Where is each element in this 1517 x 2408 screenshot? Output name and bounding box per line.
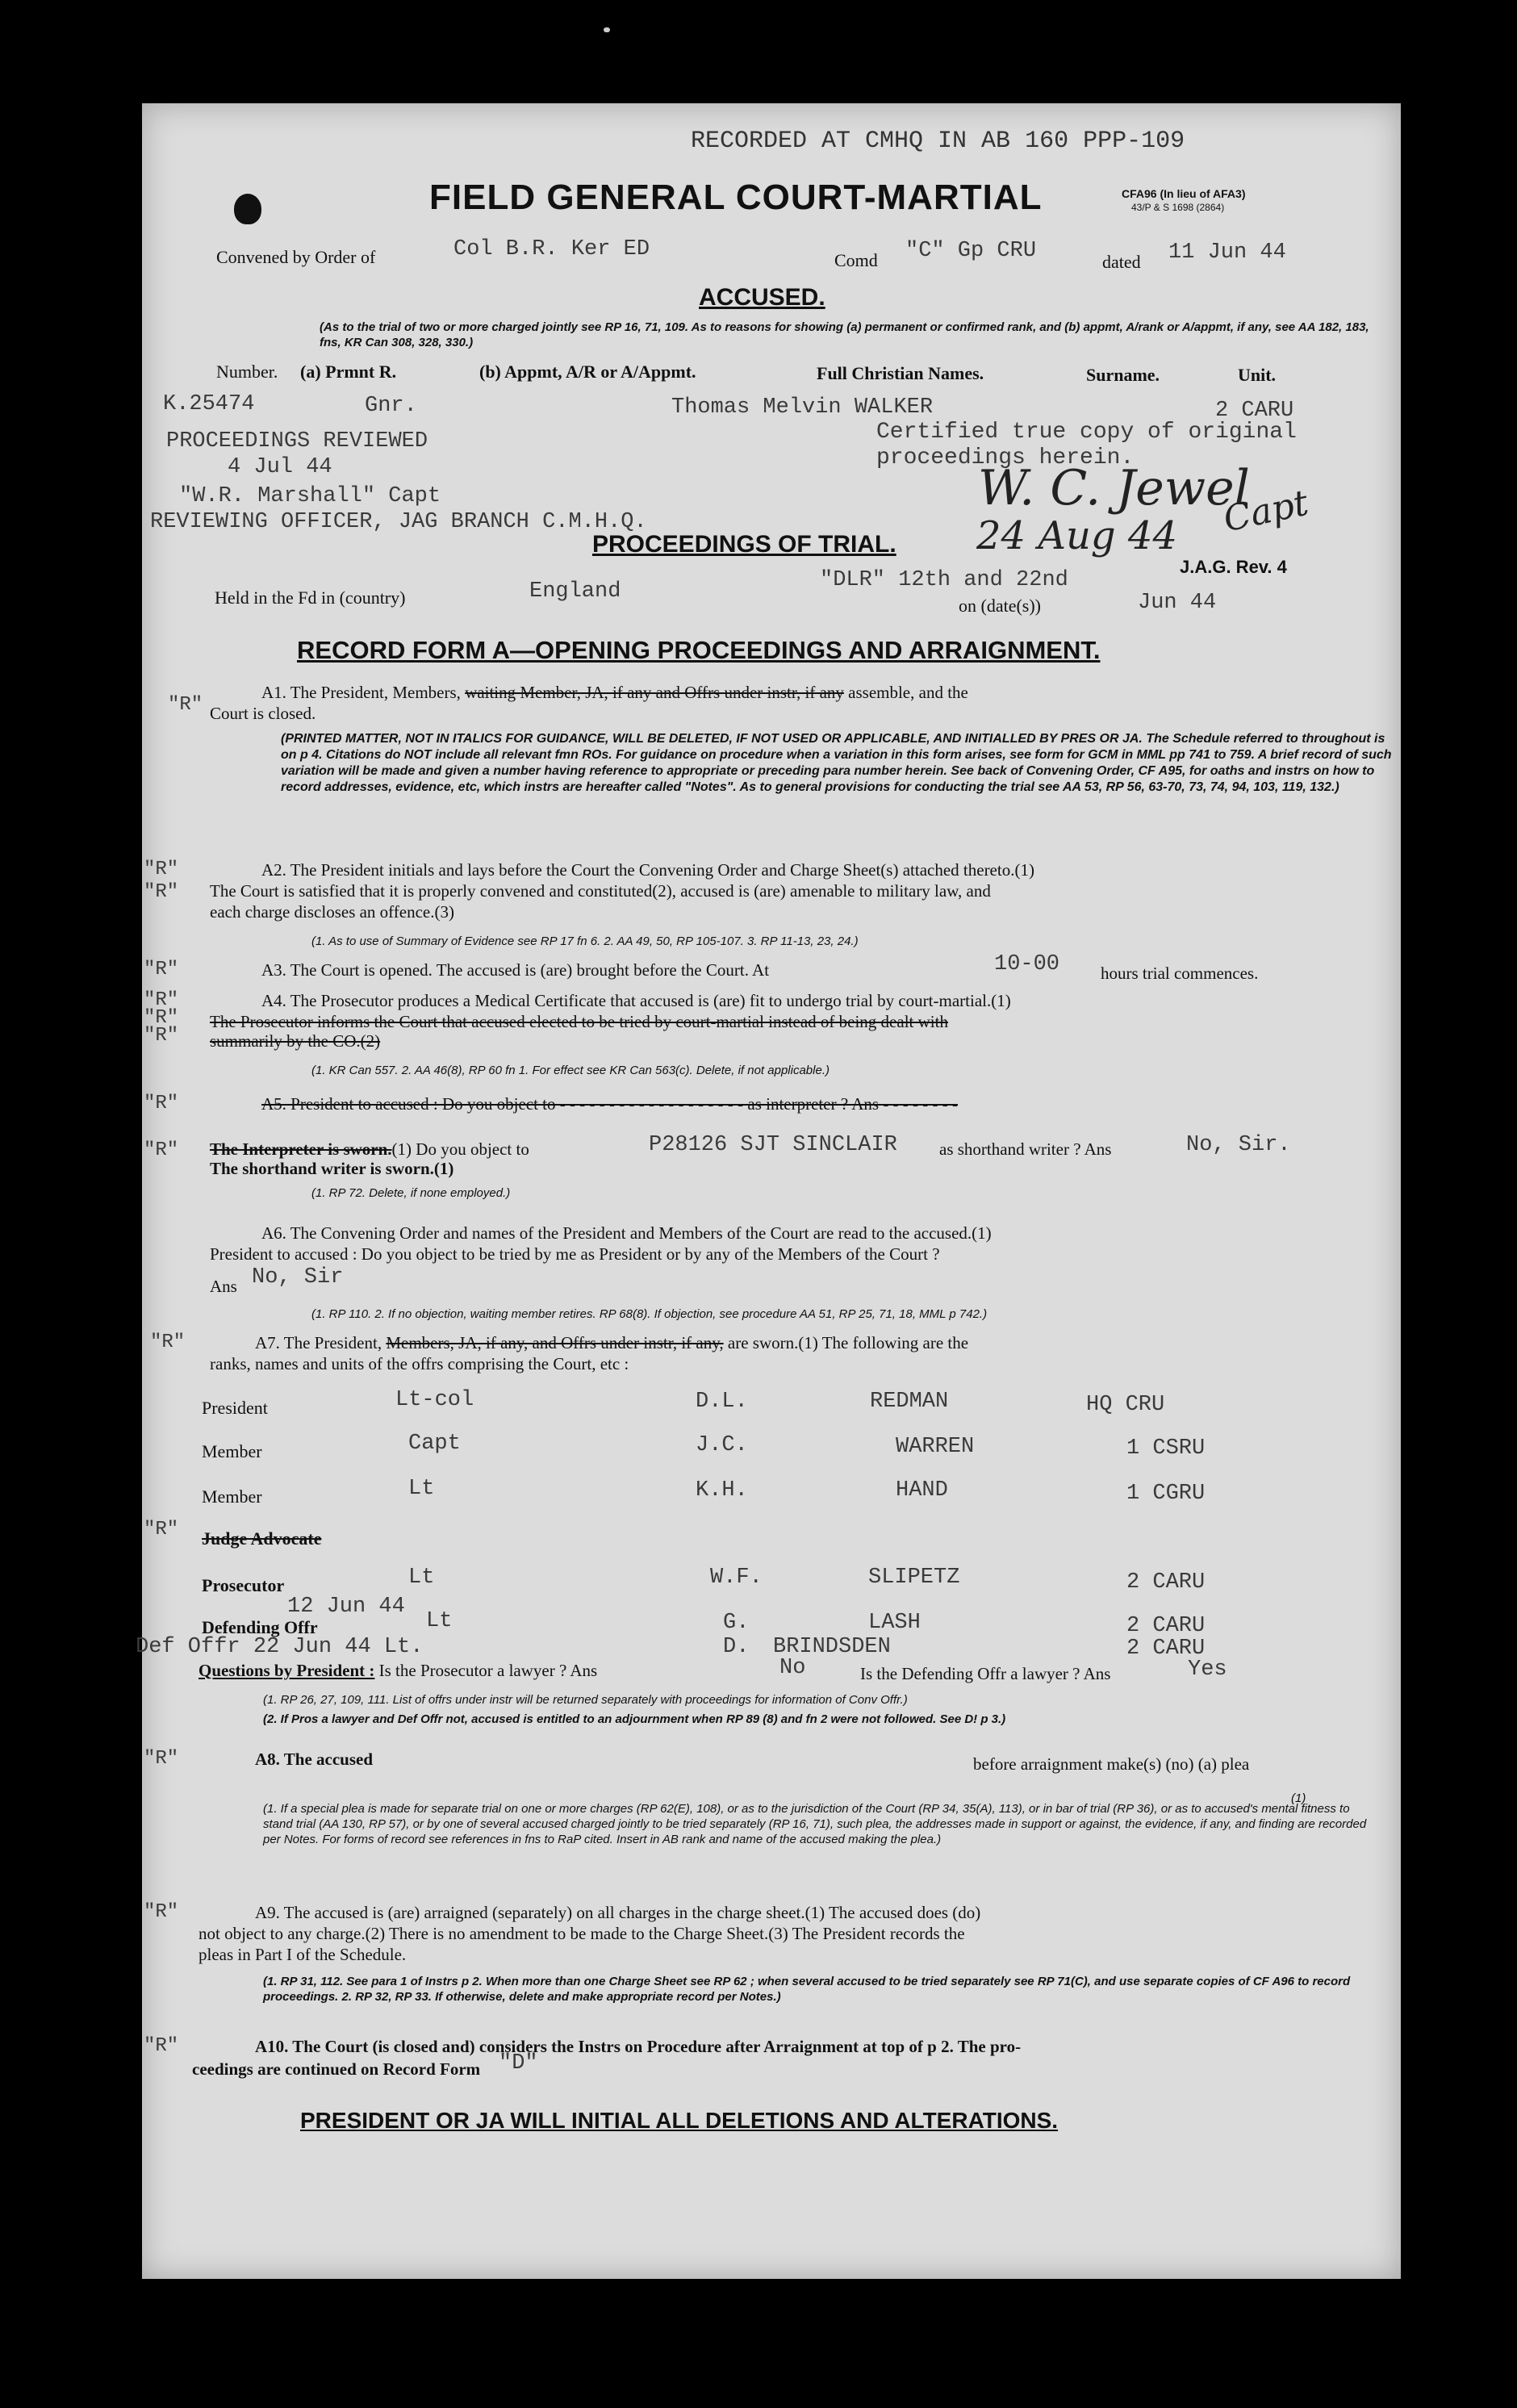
defending-initials: G.: [723, 1611, 750, 1635]
accused-names: Thomas Melvin WALKER: [671, 395, 934, 420]
on-date-label: on (date(s)): [959, 596, 1042, 616]
review-line-3: "W.R. Marshall" Capt: [179, 484, 441, 508]
a2-line-1: A2. The President initials and lays before the Court the Convening Order and Charge Sheet(s) attached thereto.(1): [261, 860, 1034, 880]
a2-mark-2: "R": [144, 881, 179, 903]
convened-value: Col B.R. Ker ED: [453, 237, 650, 261]
accused-rank: Gnr.: [365, 394, 417, 418]
a3-text: A3. The Court is opened. The accused is (are) brought before the Court. At: [261, 960, 770, 980]
a8-ref: (1): [1291, 1791, 1306, 1805]
a7-mark: "R": [150, 1332, 186, 1353]
footer-instruction: PRESIDENT OR JA WILL INITIAL ALL DELETIONS AND ALTERATIONS.: [300, 2108, 1059, 2133]
a2-mark-1: "R": [144, 859, 179, 880]
president-initials: D.L.: [696, 1390, 748, 1414]
comd-value: "C" Gp CRU: [905, 239, 1037, 263]
a5-text: A5. President to accused : Do you object to - - - - - - - - - - - - - - - - - - - as interpreter ? Ans - - - - - - - -: [261, 1094, 959, 1114]
a5-footnote: (1. RP 72. Delete, if none employed.): [311, 1186, 511, 1200]
court-row-member-1: Member: [202, 1441, 262, 1461]
a3-time: 10-00: [994, 952, 1060, 976]
record-form-letter: "D": [499, 2051, 538, 2076]
a8-note: (1. If a special plea is made for separate trial on one or more charges (RP 62(E), 108), or as to the jurisdiction of the Court (RP 34, 35(A), 113), or in bar of trial (RP 36), or as to accused's mental fitness to stand trial (AA 130, RP 57), or by one of several accused charged jointly to be tried separately (RP 16, 71), such plea, the addresses made in support or against, the evidence, if any, and finding are recorded per Notes. For forms of record see references in fns to RaP cited. Insert in AB rank and name of the accused making the plea.): [263, 1802, 1367, 1846]
a4-line-2: The Prosecutor informs the Court that accused elected to be tried by court-martial instead of being dealt with: [210, 1012, 948, 1031]
question-2: Is the Defending Offr a lawyer ? Ans: [860, 1664, 1111, 1683]
accused-heading: ACCUSED.: [699, 284, 825, 311]
questions-footnote-2: (2. If Pros a lawyer and Def Offr not, accused is entitled to an adjournment when RP 89 (8) and fn 2 were not followed. See D! p 3.): [263, 1712, 1006, 1726]
held-value: England: [529, 579, 621, 604]
president-unit: HQ CRU: [1086, 1393, 1165, 1417]
defending-unit: 2 CARU: [1126, 1614, 1206, 1638]
prosecutor-initials: W.F.: [710, 1566, 763, 1590]
court-row-president: President: [202, 1398, 268, 1418]
a6-footnote: (1. RP 110. 2. If no objection, waiting member retires. RP 68(8). If objection, see procedure AA 51, RP 25, 71, 18, MML p 742.): [311, 1307, 988, 1321]
recorded-stamp: RECORDED AT CMHQ IN AB 160 PPP-109: [691, 128, 1185, 155]
review-line-1: PROCEEDINGS REVIEWED: [166, 429, 428, 454]
a10-line-2: ceedings are continued on Record Form: [192, 2059, 481, 2079]
a4-footnote: (1. KR Can 557. 2. AA 46(8), RP 60 fn 1. For effect see KR Can 563(c). Delete, if not applicable.): [311, 1064, 830, 1077]
shorthand-writer: P28126 SJT SINCLAIR: [649, 1133, 897, 1157]
col-names: Full Christian Names.: [817, 363, 984, 383]
defending-surname: LASH: [868, 1611, 921, 1635]
accused-unit: 2 CARU: [1215, 399, 1294, 423]
punch-hole: [234, 194, 261, 224]
defending-2-surname: BRINDSDEN: [773, 1635, 891, 1659]
defending-date: 12 Jun 44: [287, 1595, 405, 1619]
comd-label: Comd: [834, 250, 878, 270]
certified-date: 24 Aug 44: [976, 513, 1177, 558]
defending-2: Def Offr 22 Jun 44 Lt.: [136, 1635, 424, 1659]
a4-line-3: summarily by the CO.(2): [210, 1031, 381, 1051]
certified-line-1: Certified true copy of original: [876, 420, 1297, 445]
a1-text-2: Court is closed.: [210, 704, 316, 723]
col-unit: Unit.: [1238, 365, 1277, 385]
member1-initials: J.C.: [696, 1433, 748, 1457]
a4-mark-2: "R": [144, 1007, 179, 1029]
a4-mark-1: "R": [144, 989, 179, 1011]
a10-line-1: A10. The Court (is closed and) considers the Instrs on Procedure after Arraignment at top of p 2. The pro-: [255, 2037, 1022, 2056]
defending-rank: Lt: [426, 1609, 453, 1633]
accused-note: (As to the trial of two or more charged jointly see RP 16, 71, 109. As to reasons for showing (a) permanent or confirmed rank, and (b) appmt, A/rank or A/appmt, if any, see AA 182, 183, fns, KR Can 308, 328, 330.): [320, 320, 1369, 349]
member1-rank: Capt: [408, 1432, 461, 1456]
prosecutor-rank: Lt: [408, 1566, 435, 1590]
col-number: Number.: [216, 362, 278, 382]
convened-label: Convened by Order of: [216, 247, 376, 267]
president-surname: REDMAN: [870, 1390, 949, 1414]
form-code-2: 43/P & S 1698 (2864): [1131, 202, 1225, 213]
a9-line-3: pleas in Part I of the Schedule.: [199, 1945, 407, 1964]
col-appmt: (b) Appmt, A/R or A/Appmt.: [479, 362, 696, 382]
member1-unit: 1 CSRU: [1126, 1436, 1206, 1461]
a5b-mark: "R": [144, 1139, 179, 1161]
review-line-4: REVIEWING OFFICER, JAG BRANCH C.M.H.Q.: [150, 510, 647, 534]
certifier-signature: W. C. Jewel: [978, 460, 1250, 516]
member2-initials: K.H.: [696, 1478, 748, 1503]
a6-line-2: President to accused : Do you object to be tried by me as President or by any of the Members of the Court ?: [210, 1244, 940, 1264]
a9-mark: "R": [144, 1901, 179, 1923]
a1-text: A1. The President, Members, waiting Member, JA, if any and Offrs under instr, if any assemble, and the: [261, 683, 968, 702]
col-rank: (a) Prmnt R.: [300, 362, 397, 382]
defending-lawyer-answer: Yes: [1188, 1658, 1227, 1682]
on-date-value: Jun 44: [1138, 591, 1217, 615]
accused-number: K.25474: [163, 392, 255, 416]
a5b-line: The Interpreter is sworn.(1) Do you object to: [210, 1139, 529, 1159]
a1-mark: "R": [168, 694, 203, 716]
a7-line-1: A7. The President, Members, JA, if any, and Offrs under instr, if any, are sworn.(1) The following are the: [255, 1333, 969, 1352]
a8-text-2: before arraignment make(s) (no) (a) plea: [973, 1754, 1250, 1774]
certified-line-2: proceedings herein.: [876, 445, 1135, 470]
court-row-member-2: Member: [202, 1486, 262, 1507]
guidance-note: (PRINTED MATTER, NOT IN ITALICS FOR GUIDANCE, WILL BE DELETED, IF NOT USED OR APPLICABLE, AND INITIALLED BY PRES OR JA. The Schedule referred to throughout is on p 4. Citations do NOT include all relevant fmn ROs. For guidance on procedure when a variation in this form arises, see form for GCM in MML pp 741 to 759. A brief record of such variation will be made and given a number having reference to appropriate or preceding para number herein. See back of Convening Order, CF A95, for oaths and instrs on how to record addresses, evidence, etc, which instrs are hereafter called "Notes". As to general provisions for conducting the trial see AA 53, RP 56, 63-70, 73, 74, 94, 103, 119, 132.): [281, 732, 1392, 794]
a7-line-2: ranks, names and units of the offrs comprising the Court, etc :: [210, 1354, 629, 1373]
questions-footnote-1: (1. RP 26, 27, 109, 111. List of offrs under instr will be returned separately with proceedings for information of Conv Offr.): [263, 1693, 908, 1707]
review-line-2: 4 Jul 44: [228, 455, 332, 479]
a6-answer: No, Sir: [252, 1265, 344, 1290]
certifier-rank: Capt: [1219, 482, 1312, 541]
dated-value: 11 Jun 44: [1168, 240, 1286, 265]
questions-line: Questions by President : Is the Prosecutor a lawyer ? Ans: [199, 1661, 598, 1680]
ja-mark: "R": [144, 1519, 179, 1541]
form-title: FIELD GENERAL COURT-MARTIAL: [429, 178, 1043, 217]
member2-surname: HAND: [896, 1478, 948, 1503]
jag-rev: J.A.G. Rev. 4: [1180, 557, 1287, 577]
a6-ans-label: Ans: [210, 1277, 237, 1296]
defending-2-initials: D.: [723, 1635, 750, 1659]
a9-line-2: not object to any charge.(2) There is no amendment to be made to the Charge Sheet.(3) The President records the: [199, 1924, 965, 1943]
a2-line-2: The Court is satisfied that it is properly convened and constituted(2), accused is (are) amenable to military law, and: [210, 881, 991, 901]
a2-line-3: each charge discloses an offence.(3): [210, 902, 454, 922]
president-rank: Lt-col: [395, 1388, 474, 1412]
member2-rank: Lt: [408, 1477, 435, 1501]
prosecutor-surname: SLIPETZ: [868, 1566, 960, 1590]
a9-footnote: (1. RP 31, 112. See para 1 of Instrs p 2. When more than one Charge Sheet see RP 62 ; when several accused to be tried separately see RP 71(C), and use separate copies of CF A96 to record proceedings. 2. RP 32, RP 33. If otherwise, delete and make appropriate record per Notes.): [263, 1975, 1351, 2004]
a2-footnote: (1. As to use of Summary of Evidence see RP 17 fn 6. 2. AA 49, 50, RP 105-107. 3. RP 11-13, 23, 24.): [311, 934, 859, 948]
defending-label: Defending Offr: [202, 1617, 318, 1637]
a8-mark: "R": [144, 1748, 179, 1770]
document-page: [136, 103, 1401, 2279]
defending-2-unit: 2 CARU: [1126, 1637, 1206, 1661]
trial-heading: PROCEEDINGS OF TRIAL.: [592, 531, 896, 558]
a5b-answer: No, Sir.: [1186, 1133, 1291, 1157]
held-label: Held in the Fd in (country): [215, 587, 406, 608]
member1-surname: WARREN: [896, 1435, 975, 1459]
prosecutor-unit: 2 CARU: [1126, 1570, 1206, 1595]
a5-mark: "R": [144, 1093, 179, 1114]
a4-mark-3: "R": [144, 1025, 179, 1047]
place-value: "DLR" 12th and 22nd: [820, 568, 1068, 592]
a3-mark: "R": [144, 959, 179, 980]
record-a-heading: RECORD FORM A—OPENING PROCEEDINGS AND ARRAIGNMENT.: [297, 636, 1101, 664]
form-code: CFA96 (In lieu of AFA3): [1122, 187, 1246, 200]
ja-label: Judge Advocate: [202, 1528, 322, 1549]
a5b-text-2: as shorthand writer ? Ans: [939, 1139, 1112, 1159]
a4-line-1: A4. The Prosecutor produces a Medical Certificate that accused is (are) fit to undergo trial by court-martial.(1): [261, 991, 1011, 1010]
a10-mark: "R": [144, 2035, 179, 2057]
dated-label: dated: [1102, 252, 1141, 272]
member2-unit: 1 CGRU: [1126, 1482, 1206, 1506]
film-speck: [604, 27, 610, 32]
prosecutor-label: Prosecutor: [202, 1575, 285, 1595]
a3-text-2: hours trial commences.: [1101, 964, 1259, 983]
a6-line-1: A6. The Convening Order and names of the President and Members of the Court are read to the accused.(1): [261, 1223, 992, 1243]
a8-text: A8. The accused: [255, 1750, 374, 1769]
prosecutor-lawyer-answer: No: [779, 1656, 806, 1680]
col-surname: Surname.: [1086, 365, 1160, 385]
a5b-line-2: The shorthand writer is sworn.(1): [210, 1159, 454, 1178]
a9-line-1: A9. The accused is (are) arraigned (separately) on all charges in the charge sheet.(1) The accused does (do): [255, 1903, 981, 1922]
